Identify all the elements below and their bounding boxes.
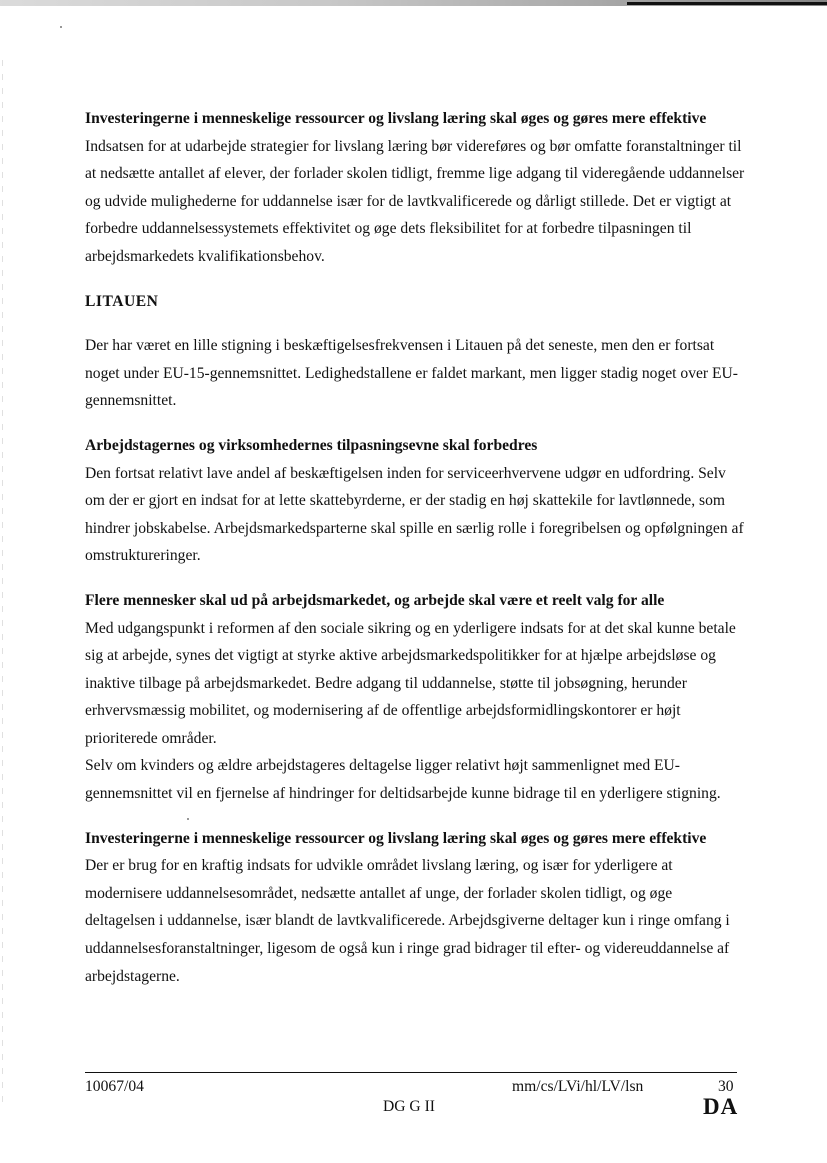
footer-language-code: DA	[703, 1094, 739, 1119]
footer-page-number: 30	[718, 1078, 734, 1095]
spacer	[85, 808, 745, 825]
footer-rule	[85, 1072, 737, 1073]
spacer	[85, 570, 745, 587]
spacer	[85, 315, 745, 332]
footer-doc-number: 10067/04	[85, 1078, 144, 1095]
scan-speck	[60, 26, 62, 28]
paragraph: Der er brug for en kraftig indsats for udvikle området livslang læring, og især for yderligere at modernisere uddannelsesområdet, nedsætte antallet af unge, der forlader skolen tidligt, og øge deltagelsen i uddannelse, især blandt de lavtkvalificerede. Arbejdsgiverne deltager kun i ringe omfang i uddannelsesforanstaltninger, ligesom de også kun i ringe grad bidrager til efter- og videreuddannelse af arbejdstagerne.	[85, 857, 730, 985]
footer-reference: mm/cs/LVi/hl/LV/lsn	[512, 1078, 644, 1095]
paragraph: Med udgangspunkt i reformen af den sociale sikring og en yderligere indsats for at det skal kunne betale sig at arbejde, synes det vigtigt at styrke aktive arbejdsmarkedspolitikker for at hjælpe arbejdsløse og inaktive tilbage på arbejdsmarkedet. Bedre adgang til uddannelse, støtte til jobsøgning, herunder erhvervsmæssig mobilitet, og modernisering af de offentlige arbejdsformidlingskontorer er højt prioriterede områder.	[85, 619, 736, 747]
paragraph: Den fortsat relativt lave andel af beskæftigelsen inden for serviceerhvervene udgør en udfordring. Selv om der er gjort en indsat for at lette skattebyrderne, er der stadig en høj skattekile for lavtlønnede, som hindrer jobskabelse. Arbejdsmarkedsparterne skal spille en særlig rolle i foregribelsen og opfølgningen af omstruktureringer.	[85, 464, 744, 565]
section-heading: Investeringerne i menneskelige ressourcer og livslang læring skal øges og gøres mere effektive	[85, 110, 707, 127]
spacer	[85, 271, 745, 288]
section-heading: Arbejdstagernes og virksomhedernes tilpasningsevne skal forbedres	[85, 436, 538, 454]
document-body	[85, 105, 745, 990]
section-heading: Investeringerne i menneskelige ressourcer og livslang læring skal øges og gøres mere effektive	[85, 829, 707, 847]
paragraph: Indsatsen for at udarbejde strategier for livslang læring bør videreføres og bør omfatte foranstaltninger til at nedsætte antallet af elever, der forlader skolen tidligt, fremme lige adgang til videregående uddannelser og udvide mulighederne for uddannelse især for de lavtkvalificerede og dårligt stillede. Det er vigtigt at forbedre uddannelsessystemets effektivitet og øge dets fleksibilitet for at forbedre tilpasningen til arbejdsmarkedets kvalifikationsbehov.	[85, 137, 745, 265]
country-intro: Der har været en lille stigning i beskæftigelsesfrekvensen i Litauen på det seneste, men den er fortsat noget under EU-15-gennemsnittet. Ledighedstallene er faldet markant, men ligger stadig noget over EU-gennemsnittet.	[85, 337, 738, 410]
scan-edge-left	[2, 60, 3, 1110]
country-heading: LITAUEN	[85, 292, 159, 310]
scan-edge-bar	[627, 2, 827, 5]
spacer	[85, 415, 745, 432]
section-heading: Flere mennesker skal ud på arbejdsmarkedet, og arbejde skal være et reelt valg for alle	[85, 591, 665, 609]
footer-department: DG G II	[383, 1098, 435, 1115]
paragraph: Selv om kvinders og ældre arbejdstageres deltagelse ligger relativt højt sammenlignet med EU-gennemsnittet vil en fjernelse af hindringer for deltidsarbejde kunne bidrage til en yderligere stigning.	[85, 757, 721, 803]
